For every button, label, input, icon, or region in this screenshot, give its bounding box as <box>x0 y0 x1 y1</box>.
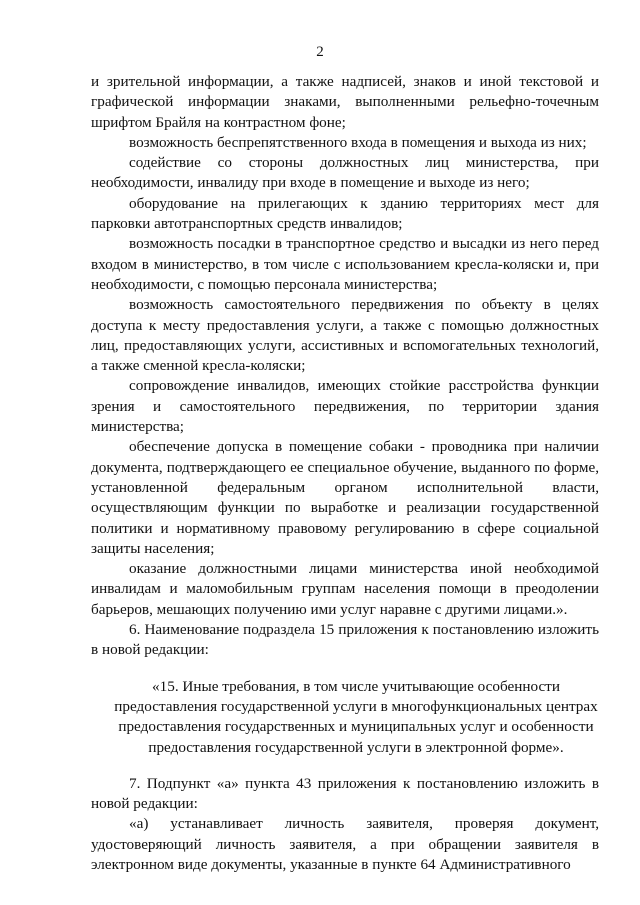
document-body <box>91 72 599 875</box>
list-item-independent-movement: возможность самостоятельного передвижения по объекту в целях доступа к месту предоставления услуги, а также с помощью должностных лиц, предоставляющих услуги, ассистивных и вспомогательных технологий, а также сменной кресла-коляски; <box>91 296 599 375</box>
list-item-escort: сопровождение инвалидов, имеющих стойкие расстройства функции зрения и самостоятельного передвижения, по территории здания министерства; <box>91 377 599 436</box>
clause-7: 7. Подпункт «а» пункта 43 приложения к постановлению изложить в новой редакции: <box>91 774 599 813</box>
list-item-guide-dog: обеспечение допуска в помещение собаки - проводника при наличии документа, подтверждающего ее специальное обучение, выданного по форме, установленной федеральным органом исполнительной власти, осуществляющим функции по выработке и реализации государственной политики и нормативному правовому регулированию в сфере социальной защиты населения; <box>91 438 599 557</box>
list-item-entrance-access: возможность беспрепятственного входа в помещения и выхода из них; <box>129 133 587 151</box>
clause-7-subitem-a: «а) устанавливает личность заявителя, проверяя документ, удостоверяющий личность заявителя, а при обращении заявителя в электронном виде документы, указанные в пункте 64 Административного <box>91 815 599 873</box>
list-item-parking: оборудование на прилегающих к зданию территориях мест для парковки автотранспортных средств инвалидов; <box>91 194 599 233</box>
paragraph-continuation: и зрительной информации, а также надписей, знаков и иной текстовой и графической информации знаками, выполненными рельефно-точечным шрифтом Брайля на контрастном фоне; <box>91 73 599 131</box>
list-item-staff-assistance: содействие со стороны должностных лиц министерства, при необходимости, инвалиду при входе в помещение и выходе из него; <box>91 154 599 192</box>
quoted-subsection-heading: «15. Иные требования, в том числе учитывающие особенности предоставления государственной услуги в многофункциональных центрах предоставления государственных и муниципальных услуг и особенности предоставления государственной услуги в электронной форме». <box>114 677 598 756</box>
list-item-other-help: оказание должностными лицами министерства иной необходимой инвалидам и маломобильным группам населения помощи в преодолении барьеров, мешающих получению ими услуг наравне с другими лицами.». <box>91 560 599 618</box>
list-item-transport-boarding: возможность посадки в транспортное средство и высадки из него перед входом в министерство, в том числе с использованием кресла-коляски и, при необходимости, с помощью персонала министерства; <box>91 235 599 293</box>
page-number: 2 <box>316 44 324 60</box>
clause-6: 6. Наименование подраздела 15 приложения к постановлению изложить в новой редакции: <box>91 621 599 659</box>
